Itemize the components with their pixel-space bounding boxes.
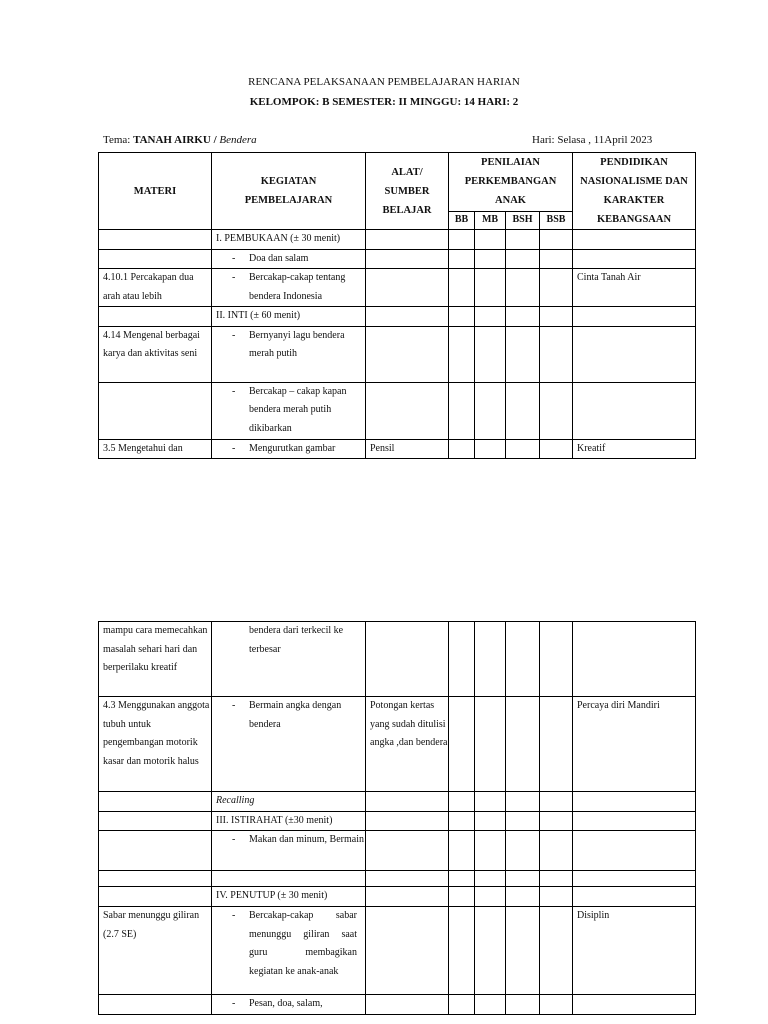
document-subtitle: KELOMPOK: B SEMESTER: II MINGGU: 14 HARI: 2 (249, 96, 519, 108)
document-title: RENCANA PELAKSANAAN PEMBELAJARAN HARIAN (248, 76, 520, 88)
alat-potongan: Potongan kertas yang sudah ditulisi angka ,dan bendera (366, 697, 449, 792)
tema-value: TANAH AIRKU (133, 134, 211, 146)
rpph-table-page2 (98, 621, 696, 1015)
table-row (99, 249, 696, 269)
header-pendidikan: PENDIDIKAN NASIONALISME DAN KARAKTER KEBANGSAAN (573, 153, 696, 230)
alat-pensil: Pensil (366, 439, 449, 459)
header-alat: ALAT/ SUMBER BELAJAR (366, 153, 449, 230)
materi-4-10-1: 4.10.1 Percakapan dua arah atau lebih (99, 269, 212, 307)
header-kegiatan: KEGIATAN PEMBELAJARAN (212, 153, 366, 230)
table-row (99, 230, 696, 250)
table-row (99, 269, 696, 307)
karakter-percaya: Percaya diri Mandiri (573, 697, 696, 792)
materi-3-5-cont: mampu cara memecahkan masalah sehari hari dan berperilaku kreatif (99, 622, 212, 697)
activity-pesan: - Pesan, doa, salam, (212, 995, 366, 1015)
table-row (99, 697, 696, 792)
activity-makan: - Makan dan minum, Bermain (212, 831, 366, 871)
table-row (99, 307, 696, 327)
activity-bercakap-sabar: - Bercakap-cakap sabar menunggu giliran saat guru membagikan kegiatan ke anak-anak (212, 907, 366, 995)
materi-4-3: 4.3 Menggunakan anggota tubuh untuk pengembangan motorik kasar dan motorik halus (99, 697, 212, 792)
recalling: Recalling (212, 792, 366, 812)
table-row (99, 811, 696, 831)
table-row (99, 439, 696, 459)
tema-line (103, 134, 257, 146)
tema-separator: / (210, 134, 220, 146)
activity-mengurutkan: - Mengurutkan gambar (212, 439, 366, 459)
table-row (99, 622, 696, 697)
table-row (99, 907, 696, 995)
header-bb: BB (449, 211, 475, 229)
table-row (99, 871, 696, 887)
tema-sub: Bendera (219, 134, 257, 146)
table-row (99, 995, 696, 1015)
section-istirahat: III. ISTIRAHAT (±30 menit) (212, 811, 366, 831)
tema-label: Tema: (103, 134, 134, 146)
table-row (99, 831, 696, 871)
materi-sabar: Sabar menunggu giliran (2.7 SE) (99, 907, 212, 995)
header-penilaian: PENILAIAN PERKEMBANGAN ANAK (449, 153, 573, 212)
karakter-cinta: Cinta Tanah Air (573, 269, 696, 307)
section-penutup: IV. PENUTUP (± 30 menit) (212, 887, 366, 907)
activity-bernyanyi: - Bernyanyi lagu bendera merah putih (212, 326, 366, 382)
table-row (99, 382, 696, 439)
header-bsb: BSB (540, 211, 573, 229)
section-inti: II. INTI (± 60 menit) (212, 307, 366, 327)
activity-bercakap-kapan: - Bercakap – cakap kapan bendera merah putih dikibarkan (212, 382, 366, 439)
rpph-table-page1 (98, 152, 696, 459)
activity-doa: - Doa dan salam (212, 249, 366, 269)
table-row (99, 887, 696, 907)
activity-bercakap-bendera: - Bercakap-cakap tentang bendera Indonesia (212, 269, 366, 307)
karakter-disiplin: Disiplin (573, 907, 696, 995)
section-pembukaan: I. PEMBUKAAN (± 30 menit) (212, 230, 366, 250)
hari-line: Hari: Selasa , 11April 2023 (532, 134, 653, 146)
activity-mengurutkan-cont: bendera dari terkecil ke terbesar (212, 622, 366, 697)
header-bsh: BSH (506, 211, 540, 229)
materi-4-14: 4.14 Mengenal berbagai karya dan aktivitas seni (99, 326, 212, 382)
materi-3-5: 3.5 Mengetahui dan (99, 439, 212, 459)
header-materi: MATERI (99, 153, 212, 230)
table-row (99, 792, 696, 812)
activity-bermain-angka: - Bermain angka dengan bendera (212, 697, 366, 792)
table-row (99, 326, 696, 382)
header-mb: MB (475, 211, 506, 229)
karakter-kreatif: Kreatif (573, 439, 696, 459)
